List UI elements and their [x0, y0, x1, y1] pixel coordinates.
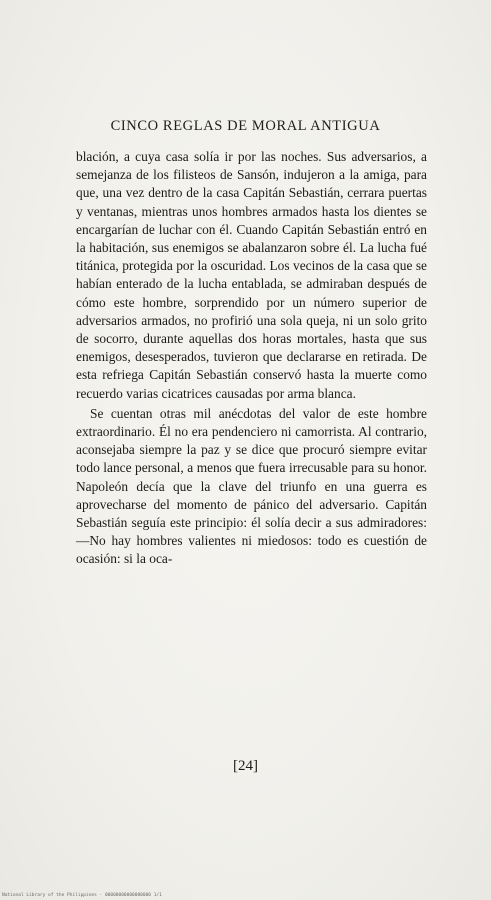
running-head: CINCO REGLAS DE MORAL ANTIGUA [110, 118, 381, 134]
paragraph-1: blación, a cuya casa solía ir por las noches. Sus adversarios, a semejanza de los filisteos de Sansón, indujeron a la amiga, para que, una vez dentro de la casa Capitán Sebastián, cerrara puertas y ventanas, mientras unos hombres armados hasta los dientes se encargarían de luchar con él. Cuando Capitán Sebastián entró en la habitación, sus enemigos se abalanzaron sobre él. La lucha fué titánica, protegida por la oscuridad. Los vecinos de la casa que se habían enterado de la lucha entablada, se admiraban después de cómo este hombre, sorprendido por un número superior de adversarios armados, no profirió una sola queja, ni un solo grito de socorro, durante aquellas dos horas mortales, hasta que sus enemigos, desesperados, tuvieron que declararse en retirada. De esta refriega Capitán Sebastián conservó hasta la muerte como recuerdo varias cicatrices causadas por arma blanca. [76, 149, 427, 401]
scan-footer-mark: National Library of the Philippines · 00000000000000000 1/1 [2, 893, 162, 898]
body-text [76, 148, 427, 569]
paragraph-2: Se cuentan otras mil anécdotas del valor de este hombre extraordinario. Él no era pendenciero ni camorrista. Al contrario, aconsejaba siempre la paz y se dice que procuró siempre evitar todo lance personal, a menos que fuera irrecusable para su honor. Napoleón decía que la clave del triunfo en una guerra es aprovecharse del momento de pánico del adversario. Capitán Sebastián seguía este principio: él solía decir a sus admiradores:—No hay hombres valientes ni miedosos: todo es cuestión de ocasión: si la oca- [76, 405, 427, 567]
page-number: [24] [233, 758, 258, 774]
